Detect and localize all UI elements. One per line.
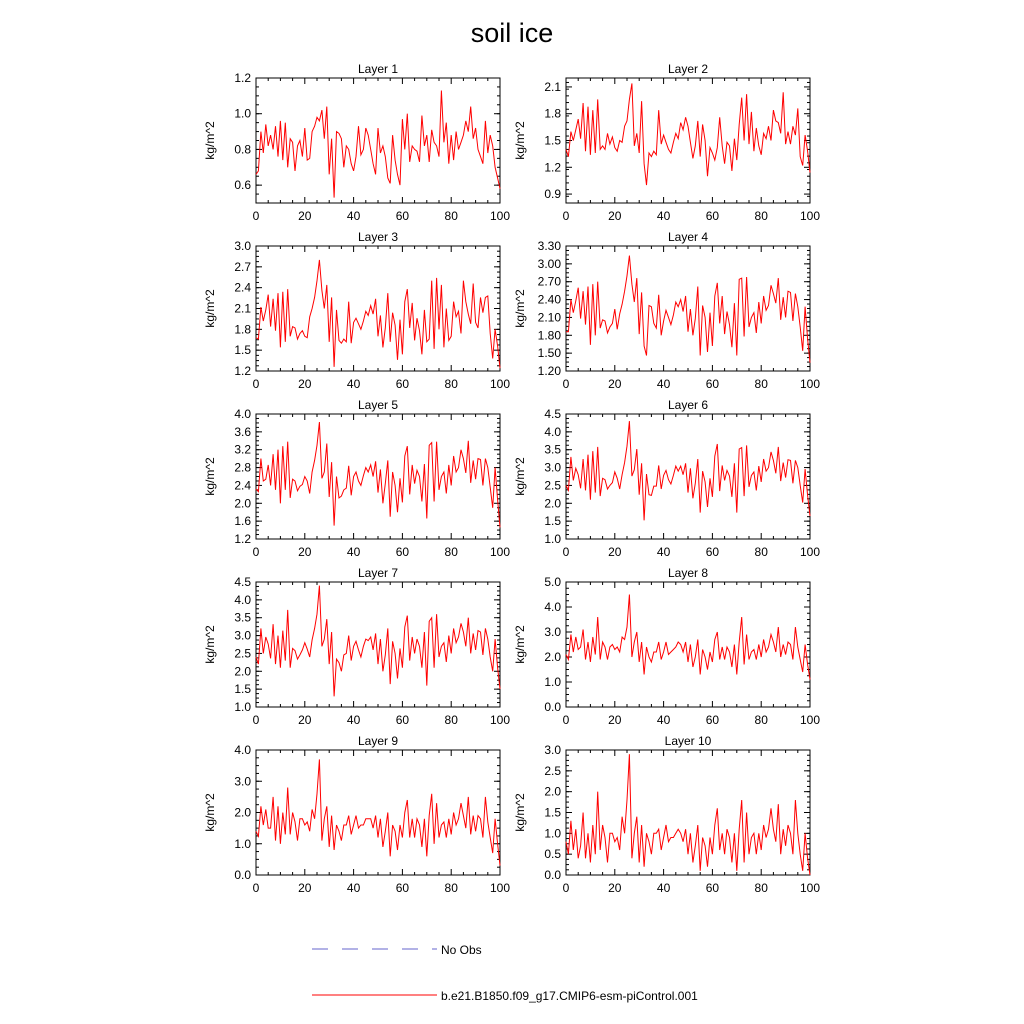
y-axis-label: kg/m^2	[203, 457, 217, 496]
y-tick-label: 3.0	[234, 774, 251, 789]
y-tick-label: 1.5	[234, 343, 251, 358]
x-tick-label: 20	[298, 377, 312, 391]
x-tick-label: 60	[705, 545, 720, 559]
plot-frame	[256, 246, 500, 371]
chart-panel-6	[513, 398, 820, 559]
y-axis-label: kg/m^2	[513, 793, 527, 832]
x-tick-label: 0	[562, 377, 570, 391]
y-tick-label: 2.0	[544, 496, 561, 511]
y-tick-label: 1.2	[234, 71, 251, 85]
y-axis-label: kg/m^2	[203, 625, 217, 664]
chart-panel-2	[513, 62, 820, 223]
y-tick-label: 3.30	[537, 239, 561, 253]
x-tick-label: 80	[754, 377, 768, 391]
x-tick-label: 100	[799, 881, 821, 895]
panel-title: Layer 7	[357, 566, 399, 580]
x-tick-label: 100	[489, 881, 511, 895]
legend-label-no-obs: No Obs	[441, 943, 482, 957]
x-tick-label: 0	[252, 713, 260, 727]
x-tick-label: 100	[799, 209, 821, 223]
x-tick-label: 100	[489, 377, 511, 391]
x-tick-label: 40	[346, 377, 361, 391]
series-line-1	[256, 91, 500, 198]
x-tick-label: 100	[799, 377, 821, 391]
x-tick-label: 80	[444, 713, 458, 727]
y-tick-label: 0.0	[544, 700, 561, 714]
panel-title: Layer 3	[357, 230, 399, 244]
y-tick-label: 2.4	[234, 478, 251, 493]
y-tick-label: 2.8	[234, 460, 251, 475]
series-line-1	[256, 422, 500, 527]
y-tick-label: 4.0	[544, 424, 561, 439]
y-tick-label: 2.10	[537, 310, 561, 325]
x-tick-label: 80	[444, 545, 458, 559]
y-tick-label: 1.2	[544, 160, 561, 175]
x-tick-label: 0	[252, 377, 260, 391]
x-tick-label: 80	[754, 209, 768, 223]
y-tick-label: 5.0	[544, 575, 561, 589]
y-tick-label: 0.0	[544, 868, 561, 882]
x-tick-label: 60	[705, 377, 720, 391]
x-tick-label: 40	[346, 545, 361, 559]
y-tick-label: 3.0	[234, 628, 251, 643]
y-tick-label: 3.00	[537, 256, 561, 271]
series-line-1	[566, 421, 810, 520]
y-tick-label: 2.0	[234, 496, 251, 511]
x-tick-label: 60	[395, 209, 410, 223]
x-tick-label: 20	[298, 545, 312, 559]
y-tick-label: 2.0	[544, 650, 561, 664]
y-tick-label: 3.5	[234, 610, 251, 625]
panel-title: Layer 8	[667, 566, 709, 580]
x-tick-label: 60	[395, 713, 410, 727]
chart-panel-1	[203, 62, 510, 223]
series-line-1	[256, 260, 500, 368]
y-tick-label: 3.2	[234, 442, 251, 457]
x-tick-label: 20	[608, 545, 622, 559]
plot-frame	[566, 246, 810, 371]
x-tick-label: 60	[395, 545, 410, 559]
x-tick-label: 40	[346, 209, 361, 223]
y-tick-label: 1.20	[537, 364, 561, 378]
series-line-1	[566, 754, 810, 875]
x-tick-label: 80	[444, 881, 458, 895]
y-axis-label: kg/m^2	[203, 121, 217, 160]
x-tick-label: 60	[705, 713, 720, 727]
x-tick-label: 80	[754, 545, 768, 559]
y-axis-label: kg/m^2	[513, 121, 527, 160]
y-tick-label: 1.0	[234, 700, 251, 714]
y-tick-label: 1.50	[537, 346, 561, 361]
y-tick-label: 3.5	[544, 442, 561, 457]
x-tick-label: 80	[754, 713, 768, 727]
y-tick-label: 2.4	[234, 280, 251, 295]
x-tick-label: 40	[656, 713, 671, 727]
y-tick-label: 3.0	[544, 460, 561, 475]
y-tick-label: 1.2	[234, 532, 251, 546]
y-tick-label: 1.5	[234, 682, 251, 697]
plot-frame	[566, 78, 810, 203]
chart-panel-8	[513, 566, 820, 727]
y-tick-label: 0.6	[234, 178, 251, 193]
plot-frame	[256, 78, 500, 203]
y-tick-label: 2.0	[544, 784, 561, 799]
x-tick-label: 80	[444, 377, 458, 391]
y-tick-label: 1.0	[234, 836, 251, 851]
x-tick-label: 100	[489, 545, 511, 559]
y-axis-label: kg/m^2	[513, 289, 527, 328]
y-tick-label: 2.7	[234, 259, 251, 274]
x-tick-label: 80	[444, 209, 458, 223]
panel-title: Layer 6	[667, 398, 709, 412]
y-axis-label: kg/m^2	[513, 625, 527, 664]
y-tick-label: 0.0	[234, 868, 251, 882]
series-line-1	[256, 586, 500, 697]
x-tick-label: 20	[298, 881, 312, 895]
y-tick-label: 1.8	[234, 322, 251, 337]
chart-panel-7	[203, 566, 510, 727]
y-tick-label: 2.5	[234, 646, 251, 661]
y-tick-label: 2.1	[234, 301, 251, 316]
y-tick-label: 3.0	[544, 625, 561, 639]
y-tick-label: 1.0	[544, 826, 561, 841]
y-axis-label: kg/m^2	[203, 793, 217, 832]
plot-frame	[256, 582, 500, 707]
plot-frame	[566, 750, 810, 875]
x-tick-label: 100	[799, 545, 821, 559]
y-tick-label: 3.0	[234, 239, 251, 253]
x-tick-label: 0	[562, 713, 570, 727]
y-tick-label: 2.70	[537, 274, 561, 289]
x-tick-label: 100	[489, 713, 511, 727]
y-tick-label: 1.0	[544, 532, 561, 546]
y-tick-label: 3.0	[544, 743, 561, 757]
chart-panel-9	[203, 734, 510, 895]
y-tick-label: 2.40	[537, 292, 561, 307]
x-tick-label: 40	[346, 881, 361, 895]
chart-panel-5	[203, 398, 510, 559]
y-tick-label: 2.0	[234, 664, 251, 679]
x-tick-label: 100	[799, 713, 821, 727]
panel-title: Layer 4	[667, 230, 709, 244]
panel-title: Layer 9	[357, 734, 399, 748]
x-tick-label: 60	[705, 209, 720, 223]
y-tick-label: 1.5	[544, 805, 561, 820]
legend	[312, 943, 698, 1003]
x-tick-label: 20	[608, 209, 622, 223]
y-tick-label: 0.8	[234, 142, 251, 157]
y-tick-label: 2.5	[544, 478, 561, 493]
y-tick-label: 4.0	[234, 407, 251, 421]
plot-frame	[566, 414, 810, 539]
chart-panel-10	[513, 734, 820, 895]
x-tick-label: 40	[656, 377, 671, 391]
figure-title: soil ice	[470, 18, 554, 48]
x-tick-label: 80	[754, 881, 768, 895]
x-tick-label: 100	[489, 209, 511, 223]
x-tick-label: 40	[346, 713, 361, 727]
x-tick-label: 20	[298, 713, 312, 727]
x-tick-label: 40	[656, 881, 671, 895]
y-tick-label: 1.2	[234, 364, 251, 378]
y-tick-label: 1.0	[234, 106, 251, 121]
y-tick-label: 1.0	[544, 675, 561, 689]
y-tick-label: 4.0	[544, 600, 561, 614]
panel-title: Layer 5	[357, 398, 399, 412]
x-tick-label: 0	[252, 881, 260, 895]
y-tick-label: 2.0	[234, 805, 251, 820]
panel-title: Layer 2	[667, 62, 709, 76]
series-line-1	[566, 256, 810, 363]
series-line-1	[256, 759, 500, 865]
y-tick-label: 1.80	[537, 328, 561, 343]
series-line-1	[566, 83, 810, 185]
y-tick-label: 0.5	[544, 847, 561, 862]
y-axis-label: kg/m^2	[203, 289, 217, 328]
y-tick-label: 3.6	[234, 424, 251, 439]
x-tick-label: 20	[608, 377, 622, 391]
y-tick-label: 4.5	[234, 575, 251, 589]
panel-title: Layer 1	[357, 62, 399, 76]
x-tick-label: 60	[395, 377, 410, 391]
x-tick-label: 60	[705, 881, 720, 895]
y-tick-label: 0.9	[544, 187, 561, 202]
y-tick-label: 2.1	[544, 79, 561, 94]
x-tick-label: 40	[656, 209, 671, 223]
y-tick-label: 1.5	[544, 514, 561, 529]
panel-title: Layer 10	[664, 734, 712, 748]
x-tick-label: 0	[562, 881, 570, 895]
x-tick-label: 0	[562, 545, 570, 559]
x-tick-label: 20	[608, 881, 622, 895]
x-tick-label: 0	[252, 209, 260, 223]
y-tick-label: 1.8	[544, 106, 561, 121]
plot-frame	[256, 414, 500, 539]
chart-panel-3	[203, 230, 510, 391]
y-axis-label: kg/m^2	[513, 457, 527, 496]
series-line-1	[566, 595, 810, 680]
y-tick-label: 1.5	[544, 133, 561, 148]
x-tick-label: 0	[252, 545, 260, 559]
x-tick-label: 60	[395, 881, 410, 895]
y-tick-label: 4.0	[234, 592, 251, 607]
y-tick-label: 1.6	[234, 514, 251, 529]
x-tick-label: 0	[562, 209, 570, 223]
y-tick-label: 4.0	[234, 743, 251, 757]
y-tick-label: 4.5	[544, 407, 561, 421]
panels	[203, 62, 820, 895]
legend-label-model: b.e21.B1850.f09_g17.CMIP6-esm-piControl.001	[441, 989, 698, 1003]
x-tick-label: 40	[656, 545, 671, 559]
x-tick-label: 20	[608, 713, 622, 727]
x-tick-label: 20	[298, 209, 312, 223]
chart-panel-4	[513, 230, 820, 391]
y-tick-label: 2.5	[544, 763, 561, 778]
